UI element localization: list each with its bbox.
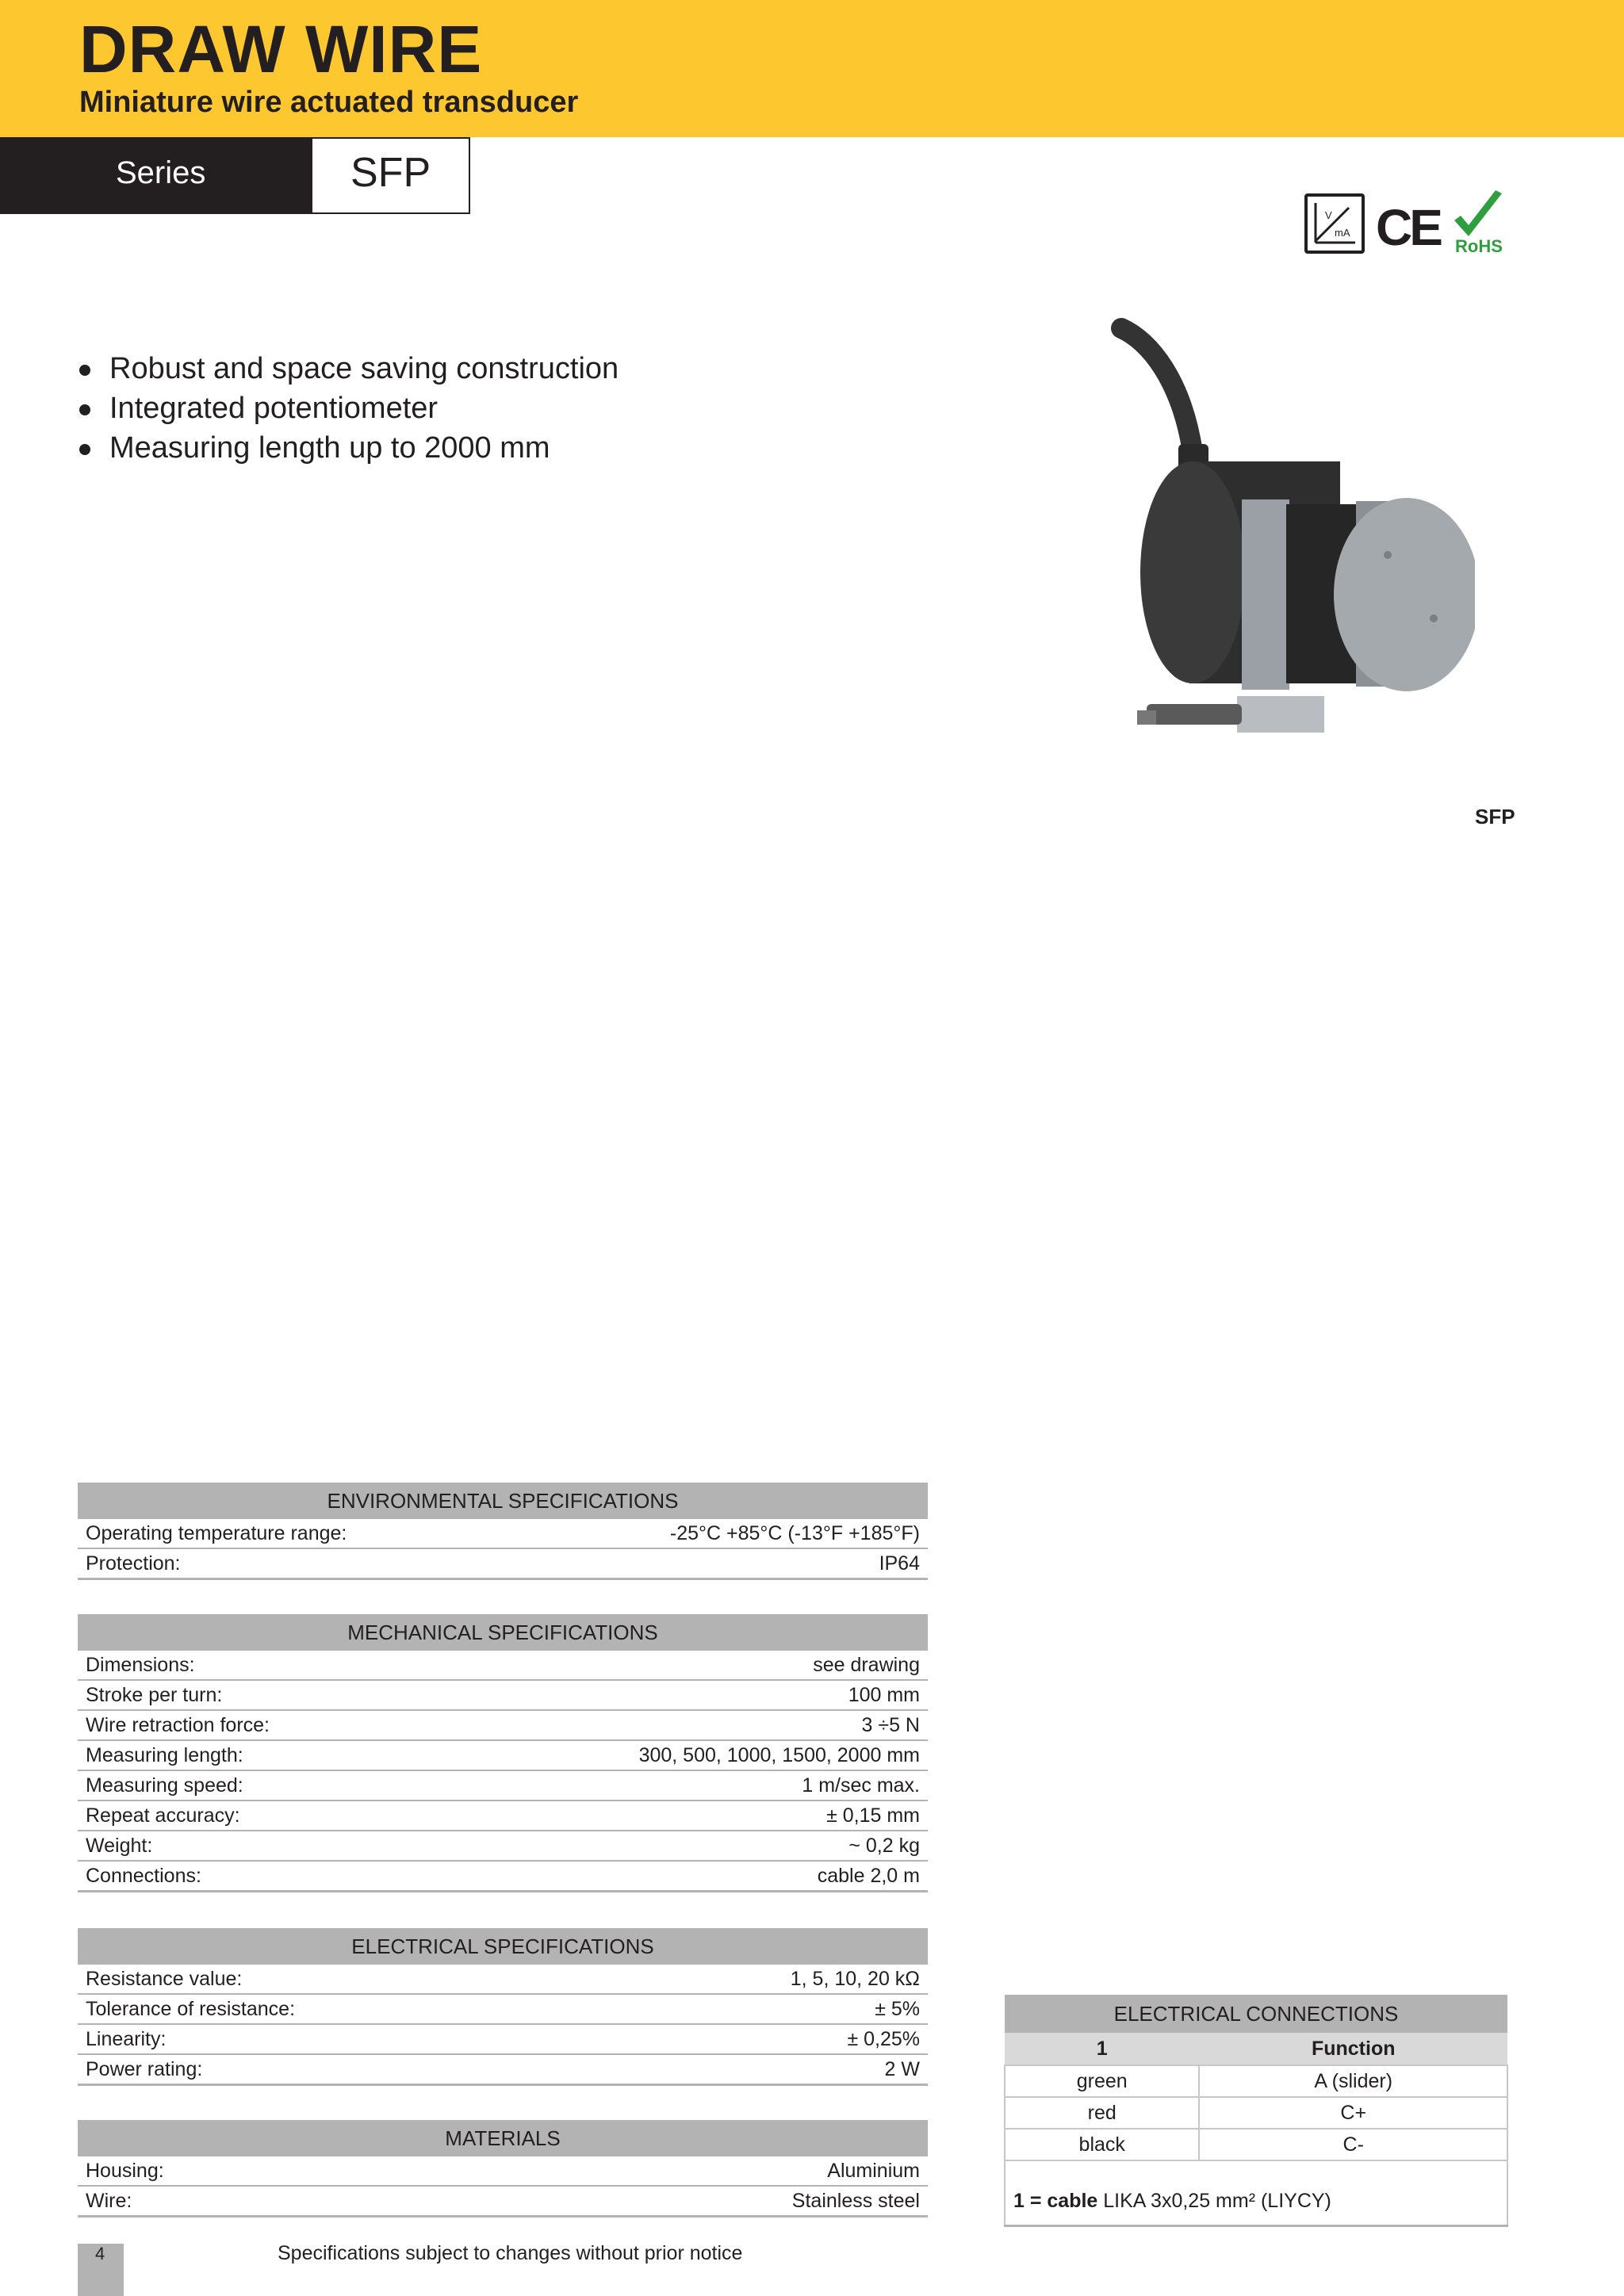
page-subtitle: Miniature wire actuated transducer	[79, 86, 579, 119]
spec-label: Weight:	[78, 1831, 419, 1861]
column-header: 1	[1005, 2033, 1199, 2065]
product-image	[1094, 317, 1475, 769]
spec-value: Aluminium	[414, 2156, 928, 2186]
spec-label: Power rating:	[78, 2054, 595, 2085]
table-row	[78, 1861, 928, 1892]
wire-color: black	[1005, 2129, 1199, 2160]
table-row	[1005, 2129, 1507, 2160]
table-title: MECHANICAL SPECIFICATIONS	[78, 1614, 928, 1651]
spec-value: Stainless steel	[414, 2186, 928, 2217]
va-v-label: V	[1325, 209, 1332, 221]
voltage-current-output-icon	[1304, 193, 1365, 254]
footer-notice: Specifications subject to changes without prior notice	[278, 2242, 743, 2264]
table-row	[78, 1710, 928, 1740]
table-row	[78, 2054, 928, 2085]
table-row	[78, 1651, 928, 1680]
spec-value: 1 m/sec max.	[419, 1770, 928, 1800]
spec-value: 300, 500, 1000, 1500, 2000 mm	[419, 1740, 928, 1770]
feature-item: Robust and space saving construction	[76, 349, 619, 388]
spec-label: Measuring length:	[78, 1740, 419, 1770]
wire-function: A (slider)	[1199, 2065, 1507, 2097]
spec-value: 100 mm	[419, 1680, 928, 1710]
va-ma-label: mA	[1335, 227, 1350, 239]
spec-value: see drawing	[419, 1651, 928, 1680]
feature-item: Integrated potentiometer	[76, 388, 619, 428]
spec-value: ± 5%	[595, 1994, 928, 2024]
wire-function: C-	[1199, 2129, 1507, 2160]
cable-note-label: 1 = cable	[1013, 2189, 1098, 2212]
spec-value: cable 2,0 m	[419, 1861, 928, 1892]
spec-label: Connections:	[78, 1861, 419, 1892]
spec-value: ± 0,25%	[595, 2024, 928, 2054]
spec-label: Housing:	[78, 2156, 414, 2186]
table-row	[78, 1680, 928, 1710]
materials-table	[78, 2120, 928, 2218]
spec-value: -25°C +85°C (-13°F +185°F)	[511, 1519, 928, 1548]
rohs-icon	[1450, 190, 1508, 257]
electrical-connections-table	[1004, 1995, 1508, 2227]
spec-label: Tolerance of resistance:	[78, 1994, 595, 2024]
table-row	[78, 1548, 928, 1579]
spec-label: Protection:	[78, 1548, 511, 1579]
spec-value: 2 W	[595, 2054, 928, 2085]
spec-label: Dimensions:	[78, 1651, 419, 1680]
spec-label: Wire retraction force:	[78, 1710, 419, 1740]
product-caption: SFP	[1475, 805, 1515, 828]
spec-label: Stroke per turn:	[78, 1680, 419, 1710]
table-row	[78, 1770, 928, 1800]
table-title: ELECTRICAL SPECIFICATIONS	[78, 1928, 928, 1965]
spec-value: 3 ÷5 N	[419, 1710, 928, 1740]
table-row	[78, 1740, 928, 1770]
series-code: SFP	[350, 150, 431, 196]
mechanical-specifications-table	[78, 1614, 928, 1892]
spec-label: Resistance value:	[78, 1965, 595, 1994]
table-title: ENVIRONMENTAL SPECIFICATIONS	[78, 1483, 928, 1519]
page-number: 4	[95, 2244, 105, 2263]
wire-function: C+	[1199, 2097, 1507, 2129]
table-title: MATERIALS	[78, 2120, 928, 2156]
spec-value: ~ 0,2 kg	[419, 1831, 928, 1861]
column-header: Function	[1199, 2033, 1507, 2065]
table-row	[1005, 2065, 1507, 2097]
table-row	[78, 1965, 928, 1994]
cable-note	[1005, 2160, 1507, 2226]
table-title: ELECTRICAL CONNECTIONS	[1005, 1995, 1507, 2033]
electrical-specifications-table	[78, 1928, 928, 2086]
cable-note-text: LIKA 3x0,25 mm² (LIYCY)	[1103, 2189, 1331, 2212]
ce-mark-icon: CE	[1376, 199, 1440, 256]
table-row	[78, 2156, 928, 2186]
table-row	[78, 1519, 928, 1548]
spec-label: Wire:	[78, 2186, 414, 2217]
spec-value: IP64	[511, 1548, 928, 1579]
series-label: Series	[116, 155, 206, 190]
spec-label: Repeat accuracy:	[78, 1800, 419, 1831]
table-row	[78, 1831, 928, 1861]
environmental-specifications-table	[78, 1483, 928, 1580]
spec-label: Operating temperature range:	[78, 1519, 511, 1548]
table-row	[78, 2024, 928, 2054]
page-title: DRAW WIRE	[79, 12, 483, 86]
rohs-label: RoHS	[1455, 236, 1503, 256]
feature-list	[76, 349, 619, 468]
spec-label: Linearity:	[78, 2024, 595, 2054]
table-row	[1005, 2097, 1507, 2129]
spec-value: 1, 5, 10, 20 kΩ	[595, 1965, 928, 1994]
spec-value: ± 0,15 mm	[419, 1800, 928, 1831]
feature-item: Measuring length up to 2000 mm	[76, 428, 619, 468]
table-row	[78, 2186, 928, 2217]
table-row	[78, 1800, 928, 1831]
wire-color: red	[1005, 2097, 1199, 2129]
wire-color: green	[1005, 2065, 1199, 2097]
table-row	[78, 1994, 928, 2024]
spec-label: Measuring speed:	[78, 1770, 419, 1800]
